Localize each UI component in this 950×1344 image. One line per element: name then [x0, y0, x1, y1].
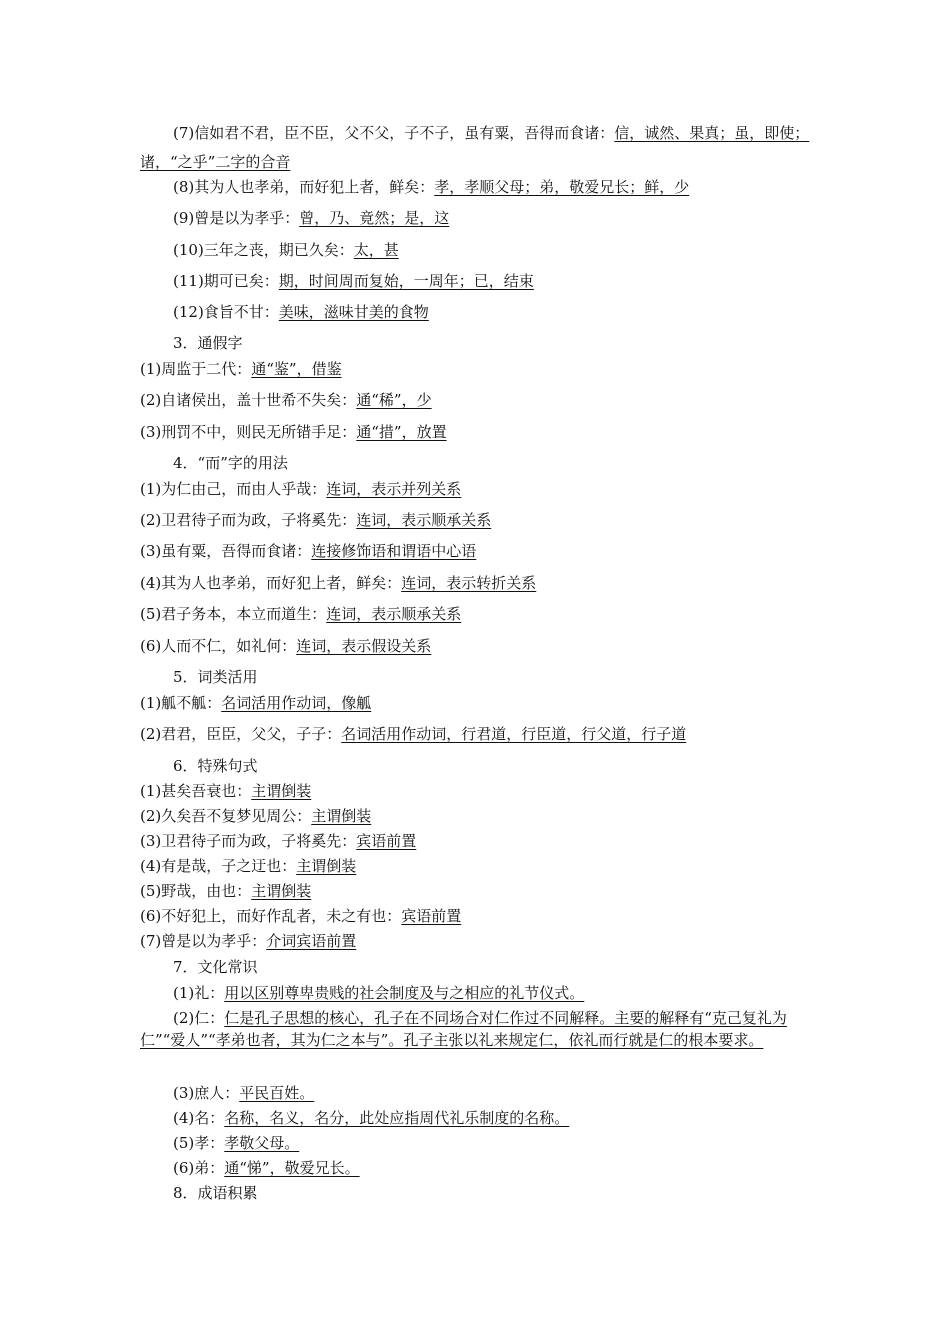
entry-question: (2)卫君待子而为政，子将奚先：	[140, 511, 357, 529]
entry-29	[140, 1133, 848, 1153]
entry-question: (2)仁：	[173, 1009, 225, 1027]
entry-25	[140, 983, 848, 1003]
entry-question: (4)有是哉，子之迂也：	[140, 857, 297, 875]
entry-26	[140, 1007, 815, 1051]
entry-23	[140, 906, 815, 926]
entry-answer: 美味，滋味甘美的食物	[278, 303, 429, 321]
entry-question: (1)甚矣吾衰也：	[140, 782, 252, 800]
entry-question: (10)三年之丧，期已久矣：	[173, 241, 354, 259]
section-heading	[140, 957, 848, 977]
entry-6	[140, 302, 848, 322]
entry-answer: 太，甚	[353, 241, 399, 259]
entry-answer: 期，时间周而复始，一周年；已，结束	[278, 272, 534, 290]
entry-5	[140, 271, 848, 291]
heading-text: 5．词类活用	[173, 668, 258, 686]
entry-question: (1)礼：	[173, 984, 225, 1002]
entry-question: (5)君子务本，本立而道生：	[140, 605, 327, 623]
entry-answer: 通“鉴”，借鉴	[251, 360, 342, 378]
entry-16	[140, 693, 815, 713]
entry-19	[140, 806, 815, 826]
entry-21	[140, 856, 815, 876]
entry-7	[140, 359, 815, 379]
entry-question: (12)食旨不甘：	[173, 303, 279, 321]
entry-question: (2)久矣吾不复梦见周公：	[140, 807, 312, 825]
entry-question: (5)孝：	[173, 1134, 225, 1152]
entry-question: (7)曾是以为孝乎：	[140, 932, 267, 950]
heading-text: 3．通假字	[173, 334, 243, 352]
entry-question: (1)为仁由己，而由人乎哉：	[140, 480, 327, 498]
entry-question: (1)周监于二代：	[140, 360, 252, 378]
entry-answer: 主谓倒装	[251, 782, 312, 800]
entry-question: (3)卫君待子而为政，子将奚先：	[140, 832, 357, 850]
entry-12	[140, 541, 815, 561]
section-heading	[140, 667, 848, 687]
entry-answer: 通“措”，放置	[356, 423, 447, 441]
entry-9	[140, 422, 815, 442]
entry-1-cont	[140, 152, 815, 172]
entry-11	[140, 510, 815, 530]
entry-answer: 曾，乃、竟然；是，这	[299, 209, 450, 227]
section-heading	[140, 1183, 848, 1203]
entry-question: (4)名：	[173, 1109, 225, 1127]
entry-answer: 名称，名义，名分，此处应指周代礼乐制度的名称。	[224, 1109, 570, 1127]
entry-8	[140, 390, 815, 410]
heading-text: 4．“而”字的用法	[173, 454, 288, 472]
entry-3	[140, 208, 848, 228]
entry-question: (3)刑罚不中，则民无所错手足：	[140, 423, 357, 441]
entry-answer: 平民百姓。	[239, 1084, 315, 1102]
entry-answer: 孝敬父母。	[224, 1134, 300, 1152]
section-heading	[140, 453, 848, 473]
entry-question: (4)其为人也孝弟，而好犯上者，鲜矣：	[140, 574, 402, 592]
entry-10	[140, 479, 815, 499]
section-heading	[140, 333, 848, 353]
entry-answer: 通“悌”，敬爱兄长。	[224, 1159, 360, 1177]
entry-question: (7)信如君不君，臣不臣，父不父，子不子，虽有粟，吾得而食诸：	[173, 124, 615, 142]
entry-4	[140, 240, 848, 260]
entry-answer: 主谓倒装	[311, 807, 372, 825]
entry-30	[140, 1158, 848, 1178]
entry-answer: 宾语前置	[356, 832, 417, 850]
entry-answer: 宾语前置	[401, 907, 462, 925]
entry-question: (5)野哉，由也：	[140, 882, 252, 900]
entry-answer: 主谓倒装	[251, 882, 312, 900]
entry-17	[140, 724, 815, 744]
entry-question: (9)曾是以为孝乎：	[173, 209, 300, 227]
entry-13	[140, 573, 815, 593]
entry-answer: 连接修饰语和谓语中心语	[311, 542, 477, 560]
entry-question: (11)期可已矣：	[173, 272, 279, 290]
entry-22	[140, 881, 815, 901]
heading-text: 6．特殊句式	[173, 757, 258, 775]
heading-text: 7．文化常识	[173, 958, 258, 976]
entry-15	[140, 636, 815, 656]
entry-question: (2)君君，臣臣，父父，子子：	[140, 725, 342, 743]
entry-20	[140, 831, 815, 851]
entry-answer: 孝，孝顺父母；弟，敬爱兄长；鲜，少	[434, 178, 690, 196]
entry-answer: 通“稀”，少	[356, 391, 432, 409]
entry-answer: 连词，表示假设关系	[296, 637, 432, 655]
entry-27	[140, 1083, 848, 1103]
entry-question: (8)其为人也孝弟，而好犯上者，鲜矣：	[173, 178, 435, 196]
entry-answer: 诸，“之乎”二字的合音	[140, 153, 291, 171]
entry-answer: 仁是孔子思想的核心，孔子在不同场合对仁作过不同解释。主要的解释有“克己复礼为仁”“爱人”“孝弟也者，其为仁之本与”。孔子主张以礼来规定仁，依礼而行就是仁的根本要求。	[140, 1009, 787, 1049]
entry-answer: 信，诚然、果真；虽，即使；	[614, 124, 810, 142]
entry-14	[140, 604, 815, 624]
entry-2	[140, 177, 848, 197]
heading-text: 8．成语积累	[173, 1184, 258, 1202]
entry-1	[140, 123, 848, 143]
entry-answer: 连词，表示并列关系	[326, 480, 462, 498]
entry-question: (6)不好犯上，而好作乱者，未之有也：	[140, 907, 402, 925]
entry-answer: 主谓倒装	[296, 857, 357, 875]
entry-question: (6)人而不仁，如礼何：	[140, 637, 297, 655]
entry-answer: 用以区别尊卑贵贱的社会制度及与之相应的礼节仪式。	[224, 984, 585, 1002]
entry-24	[140, 931, 815, 951]
section-heading	[140, 756, 848, 776]
entry-question: (3)庶人：	[173, 1084, 240, 1102]
entry-question: (3)虽有粟，吾得而食诸：	[140, 542, 312, 560]
entry-answer: 连词，表示顺承关系	[356, 511, 492, 529]
entry-question: (2)自诸侯出，盖十世希不失矣：	[140, 391, 357, 409]
entry-question: (6)弟：	[173, 1159, 225, 1177]
entry-answer: 连词，表示转折关系	[401, 574, 537, 592]
entry-18	[140, 781, 815, 801]
entry-28	[140, 1108, 848, 1128]
entry-answer: 名词活用作动词，像觚	[221, 694, 372, 712]
entry-answer: 介词宾语前置	[266, 932, 357, 950]
entry-answer: 名词活用作动词，行君道，行臣道，行父道，行子道	[341, 725, 687, 743]
entry-question: (1)觚不觚：	[140, 694, 222, 712]
entry-answer: 连词，表示顺承关系	[326, 605, 462, 623]
